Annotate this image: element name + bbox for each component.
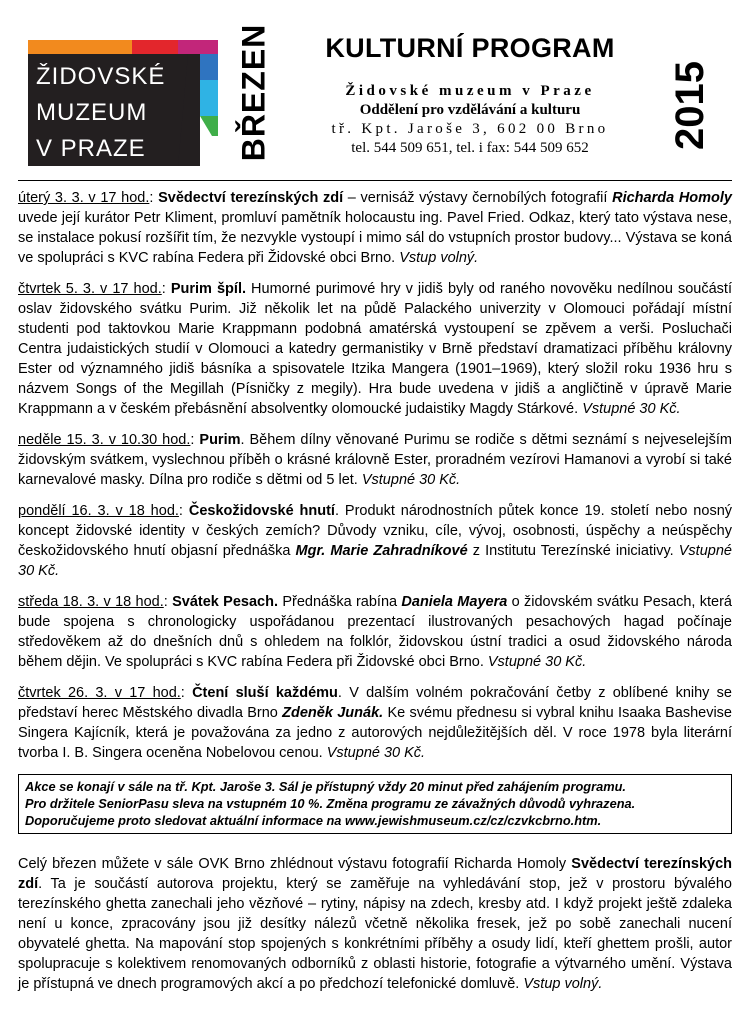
event-title: Čtení sluší každému <box>192 685 338 701</box>
event-title: Českožidovské hnutí <box>188 503 335 519</box>
museum-logo <box>28 40 218 166</box>
event-item: čtvrtek 5. 3. v 17 hod.: Purim špíl. Humorné purimové hry v jidiš byly od raného novověku nedílnou součástí oslav židovského svátku Purim. Již několik let na půdě Palackého univerzity v Olomouci pořádají místní studenti pod taktovkou Marie Krappmann podobná amatérská vystoupení se zpěvem a verši. Posluchači Centra judaistických studií v Olomouci a katedry germanistiky v Brně představí dramatizaci příběhu královny Ester od významného jidiš básníka a spisovatele Itzika Mangera (1901–1969), který složil roku 1936 hru s názvem Songs of the Megillah (Písničky z megily). Hra bude uvedena v jidiš a angličtině v úpravě Marie Krappmann a v českém přebásnění absolventky olomoucké judaistiky Magdy Stárkové. Vstupné 30 Kč. <box>18 281 732 417</box>
event-date: středa 18. 3. v 18 hod. <box>18 594 164 610</box>
closing-entry: Vstup volný. <box>523 976 603 992</box>
museum-name: Židovské muzeum v Praze <box>345 83 595 99</box>
event-text: . V dalším volném pokračování četby z oblíbené knihy se představí herec Městského divadla Brno <box>18 685 732 721</box>
department-name: Oddělení pro vzdělávání a kulturu <box>359 102 581 118</box>
event-entry: Vstup volný. <box>399 250 479 266</box>
event-item: úterý 3. 3. v 17 hod.: Svědectví terezínských zdí – vernisáž výstavy černobílých fotografií Richarda Homoly uvede její kurátor Petr Kliment, promluví pamětník holocaustu ing. Pavel Fried. Odkaz, který tato výstava nese, se instalace pokusí rozšířit tím, že nezvykle vystoupí i mimo sál do vstupních prostor budovy... Výstava se koná ve spolupráci s KVC rabína Federa při Židovské obci Brno. Vstup volný. <box>18 190 732 266</box>
event-item: pondělí 16. 3. v 18 hod.: Českožidovské hnutí. Produkt národnostních půtek konce 19. století nebo nosný koncept židovské identity v českých zemích? Důvody vzniku, cíle, vývoj, osobnosti, úspěchy a neúspěchy českožidovského hnutí objasní přednáška Mgr. Marie Zahradníkové z Institutu Terezínské iniciativy. Vstupné 30 Kč. <box>18 503 733 579</box>
event-date: pondělí 16. 3. v 18 hod. <box>18 503 179 519</box>
program-title: KULTURNÍ PROGRAM <box>325 33 615 63</box>
notice-line: Akce se konají v sále na tř. Kpt. Jaroše 3. Sál je přístupný vždy 20 minut před zahájením programu. <box>25 779 626 794</box>
event-date: čtvrtek 5. 3. v 17 hod. <box>18 281 162 297</box>
event-text: Ke svému přednesu si vybral knihu Isaaka Bashevise Singera Kajícník, která je považována za jedno z autorových nejdůležitějších děl. V roce 1978 byla literární tvorba I. B. Singera oceněna Nobelovou cenou. <box>18 705 732 761</box>
event-entry: Vstupné 30 Kč. <box>361 472 461 488</box>
event-date: neděle 15. 3. v 10.30 hod. <box>18 432 191 448</box>
header-divider <box>18 180 732 181</box>
logo-line-1: ŽIDOVSKÉ <box>36 63 166 90</box>
event-person: Richarda Homoly <box>612 190 732 206</box>
event-item: čtvrtek 26. 3. v 17 hod.: Čtení sluší každému. V dalším volném pokračování četby z oblíbené knihy se představí herec Městského divadla Brno Zdeněk Junák. Ke svému přednesu si vybral knihu Isaaka Bashevise Singera Kajícník, která je považována za jedno z autorových nejdůležitějších děl. V roce 1978 byla literární tvorba I. B. Singera oceněna Nobelovou cenou. Vstupné 30 Kč. <box>18 685 732 761</box>
phone-numbers: tel. 544 509 651, tel. i fax: 544 509 652 <box>351 140 589 156</box>
logo-line-3: V PRAZE <box>36 135 146 162</box>
event-text: . Produkt národnostních půtek konce 19. století nebo nosný koncept židovské identity v českých zemích? Důvody vzniku, cíle, vývoj, osobnosti, úspěchy a neúspěchy českožidovského hnutí objasní přednáška <box>18 503 733 559</box>
event-text: . Během dílny věnované Purimu se rodiče s dětmi seznámí s nejveselejším židovským svátkem, vyslechnou příběh o krásné královně Ester, proradném vezírovi Hamanovi a vyrobí si také karnevalové masky. Dílna pro rodiče s dětmi od 5 let. <box>18 432 732 488</box>
year-text: 2015 <box>667 60 712 150</box>
event-entry: Vstupné 30 Kč. <box>326 745 426 761</box>
event-title: Purim špíl. <box>170 281 246 297</box>
address: tř. Kpt. Jaroše 3, 602 00 Brno <box>331 121 609 137</box>
event-text: – vernisáž výstavy černobílých fotografií <box>343 190 613 206</box>
event-date: úterý 3. 3. v 17 hod. <box>18 190 150 206</box>
event-text: uvede její kurátor Petr Kliment, promluví pamětník holocaustu ing. Pavel Fried. Odkaz, který tato výstava nese, se instalace pokusí rozšířit tím, že nezvykle vystoupí i mimo sál do vstupních prostor budovy... Výstava se koná ve spolupráci s KVC rabína Federa při Židovské obci Brno. <box>18 210 732 266</box>
event-title: Svátek Pesach. <box>172 594 278 610</box>
logo-line-2: MUZEUM <box>36 99 148 126</box>
event-person: Mgr. Marie Zahradníkové <box>295 543 468 559</box>
event-entry: Vstupné 30 Kč. <box>18 543 732 579</box>
closing-text: . Ta je součástí autorova projektu, který se zaměřuje na vyhledávání stop, jež v prostoru bývalého terezínského ghetta zanechali jeho vězňové – rytiny, nápisy na zdech, kresby atd. I když projekt ještě zdaleka není u konce, zpracovány jsou již desítky nálezů včetně několika fresek, jež po sobě zanechali nucení obyvatelé ghetta. Na mapování stop spojených s konkrétními příběhy a osudy lidí, kteří ghettem prošli, autor spolupracuje s kolektivem renomovaných odborníků z oblasti historie, fotografie a výtvarného umění. Výstava je přístupná ve dnech programových akcí a po předchozí telefonické domluvě. <box>18 876 732 992</box>
event-text: Humorné purimové hry v jidiš byly od raného novověku nedílnou součástí oslav židovského svátku Purim. Již několik let na půdě Palackého univerzity v Olomouci pořádají místní studenti pod taktovkou Marie Krappmann podobná amatérská vystoupení se zpěvem a verši. Posluchači Centra judaistických studií v Olomouci a katedry germanistiky v Brně představí dramatizaci příběhu královny Ester od významného jidiš básníka a spisovatele Itzika Mangera (1901–1969), který složil roku 1936 hru s názvem Songs of the Megillah (Písničky z megily). Hra bude uvedena v jidiš a angličtině v úpravě Marie Krappmann a v českém přebásnění absolventky olomoucké judaistiky Magdy Stárkové. <box>18 281 732 417</box>
closing-title: Svědectví terezínských zdí <box>18 856 732 892</box>
event-text: o židovském svátku Pesach, která bude spojena s chronologicky uspořádanou prezentací ilustrovaných pesachových hagad počínaje středověkem až do dnešních dnů s ohledem na folklór, židovskou ústní tradici a osud židovského národa během dějin. Ve spolupráci s KVC rabína Federa při Židovské obci Brno. <box>18 594 732 670</box>
event-title: Purim <box>199 432 241 448</box>
event-entry: Vstupné 30 Kč. <box>487 654 587 670</box>
program-content <box>18 188 732 1005</box>
month-label <box>232 22 276 162</box>
notice-line: Doporučujeme proto sledovat aktuální informace na www.jewishmuseum.cz/cz/czvkcbrno.htm. <box>25 813 602 828</box>
event-text: Přednáška rabína <box>278 594 402 610</box>
event-item: neděle 15. 3. v 10.30 hod.: Purim. Během dílny věnované Purimu se rodiče s dětmi seznámí s nejveselejším židovským svátkem, vyslechnou příběh o krásné královně Ester, proradném vezírovi Hamanovi a vyrobí si také karnevalové masky. Dílna pro rodiče s dětmi od 5 let. Vstupné 30 Kč. <box>18 432 732 488</box>
month-text: BŘEZEN <box>235 23 272 161</box>
closing-paragraph <box>18 854 732 994</box>
event-date: čtvrtek 26. 3. v 17 hod. <box>18 685 181 701</box>
event-person: Zdeněk Junák. <box>282 705 384 721</box>
notice-line: Pro držitele SeniorPasu sleva na vstupném 10 %. Změna programu ze závažných důvodů vyhrazena. <box>25 796 636 811</box>
event-text: z Institutu Terezínské iniciativy. <box>467 543 679 559</box>
closing-text: Celý březen můžete v sále OVK Brno zhlédnout výstavu fotografií Richarda Homoly <box>18 856 572 872</box>
year-label <box>660 40 720 170</box>
event-person: Daniela Mayera <box>401 594 508 610</box>
notice-box <box>18 774 732 834</box>
event-title: Svědectví terezínských zdí <box>158 190 344 206</box>
event-item: středa 18. 3. v 18 hod.: Svátek Pesach. Přednáška rabína Daniela Mayera o židovském svátku Pesach, která bude spojena s chronologicky uspořádanou prezentací ilustrovaných pesachových hagad počínaje středověkem až do dnešních dnů s ohledem na folklór, židovskou ústní tradici a osud židovského národa během dějin. Ve spolupráci s KVC rabína Federa při Židovské obci Brno. Vstupné 30 Kč. <box>18 594 732 670</box>
event-entry: Vstupné 30 Kč. <box>582 401 681 417</box>
